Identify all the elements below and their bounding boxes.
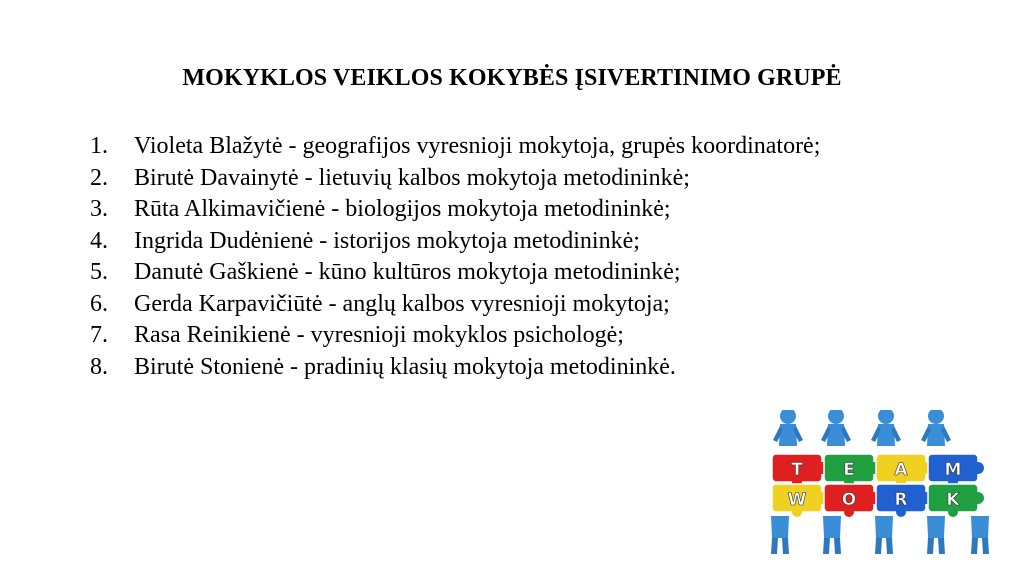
puzzle-letter: O <box>841 490 857 510</box>
member-text: Birutė Davainytė - lietuvių kalbos mokytoja metodininkė; <box>134 164 690 191</box>
figure-body <box>927 516 945 538</box>
member-text: Rūta Alkimavičienė - biologijos mokytoja metodininkė; <box>134 196 671 222</box>
figure-body <box>771 516 789 538</box>
figure-leg <box>782 538 789 554</box>
list-item <box>90 257 958 289</box>
puzzle-letter: R <box>894 490 908 510</box>
puzzle-letter: A <box>894 460 908 480</box>
figure-head <box>828 410 844 424</box>
list-number: 7. <box>90 322 108 348</box>
figure-body <box>877 424 895 446</box>
puzzle-letter: E <box>843 460 855 480</box>
list-item <box>90 226 958 258</box>
figure-leg <box>971 538 978 554</box>
figure-body <box>971 516 989 538</box>
figure-head <box>780 410 796 424</box>
list-number: 2. <box>90 164 108 191</box>
teamwork-puzzle-illustration <box>758 410 1004 560</box>
list-item <box>90 163 958 195</box>
puzzle-letter: W <box>787 490 807 510</box>
member-text: Ingrida Dudėnienė - istorijos mokytoja metodininkė; <box>134 227 640 254</box>
member-text: Birutė Stonienė - pradinių klasių mokytoja metodininkė. <box>134 353 676 380</box>
member-text: Gerda Karpavičiūtė - anglų kalbos vyresnioji mokytoja; <box>134 290 670 317</box>
figure-leg <box>823 538 830 554</box>
figure-leg <box>982 538 989 554</box>
puzzle-knob <box>972 492 984 504</box>
list-number: 3. <box>90 196 108 222</box>
figure-body <box>875 516 893 538</box>
group-members-list <box>90 131 958 383</box>
figure-head <box>928 410 944 424</box>
figure-head <box>878 410 894 424</box>
figure-body <box>827 424 845 446</box>
puzzle-knob <box>972 462 984 474</box>
figure-body <box>823 516 841 538</box>
puzzle-letter: T <box>791 460 803 480</box>
list-number: 4. <box>90 227 108 254</box>
figure-leg <box>886 538 893 554</box>
list-number: 8. <box>90 353 108 380</box>
puzzle-letter: M <box>944 460 962 480</box>
figure-body <box>779 424 797 446</box>
figure-leg <box>834 538 841 554</box>
member-text: Violeta Blažytė - geografijos vyresnioji mokytoja, grupės koordinatorė; <box>134 133 821 159</box>
list-number: 1. <box>90 133 108 159</box>
list-item <box>90 131 958 163</box>
slide-title: MOKYKLOS VEIKLOS KOKYBĖS ĮSIVERTINIMO GRUPĖ <box>182 65 842 91</box>
figure-leg <box>938 538 945 554</box>
list-number: 5. <box>90 259 108 285</box>
figure-leg <box>771 538 778 554</box>
list-item <box>90 352 958 384</box>
member-text: Rasa Reinikienė - vyresnioji mokyklos psichologė; <box>134 322 624 348</box>
figure-leg <box>927 538 934 554</box>
figure-leg <box>875 538 882 554</box>
list-item <box>90 194 958 226</box>
figure-body <box>927 424 945 446</box>
list-item <box>90 320 958 352</box>
list-number: 6. <box>90 290 108 317</box>
list-item <box>90 289 958 321</box>
member-text: Danutė Gaškienė - kūno kultūros mokytoja metodininkė; <box>134 259 681 285</box>
puzzle-letter: K <box>946 490 960 510</box>
